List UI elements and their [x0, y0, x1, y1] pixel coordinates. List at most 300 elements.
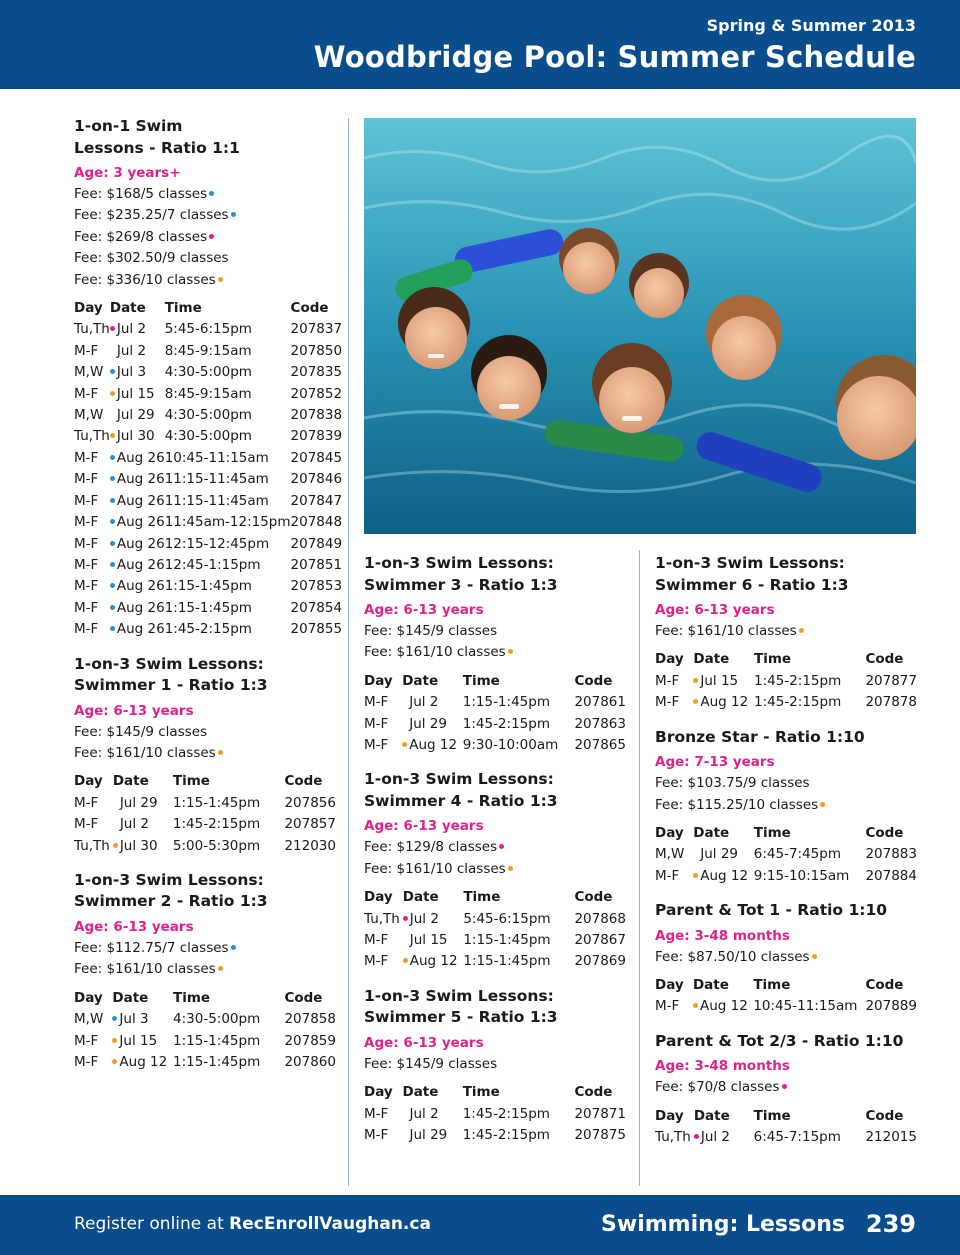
dot-pink-icon	[110, 326, 115, 331]
age-range: Age: 3-48 months	[655, 1058, 790, 1075]
fee-line	[655, 773, 917, 794]
fee-text: Fee: $168/5 classes	[74, 186, 208, 202]
table-header-row	[74, 988, 336, 1009]
course-section	[655, 900, 917, 1018]
column-header-day: Day	[364, 889, 393, 906]
dot-pink-icon	[209, 234, 214, 239]
fee-line	[74, 270, 336, 291]
course-section	[364, 986, 626, 1147]
table-row	[74, 405, 342, 426]
table-row	[74, 576, 342, 597]
date-text: Jul 15	[119, 1032, 158, 1049]
cell-time: 1:45-2:15pm	[462, 1105, 550, 1122]
schedule-table	[74, 988, 336, 1074]
cell-date	[110, 469, 165, 490]
dot-blue-icon	[110, 369, 115, 374]
column-header-code: Code	[865, 977, 904, 994]
cell-code: 207857	[284, 816, 336, 833]
cell-day: M-F	[655, 998, 680, 1015]
dot-blue-icon	[110, 498, 115, 503]
age-range: Age: 6-13 years	[364, 818, 484, 835]
date-text: Aug 26	[116, 621, 165, 638]
dot-orange-icon	[110, 391, 115, 396]
cell-code: 207852	[290, 385, 343, 402]
table-header-row	[655, 975, 917, 996]
section-title-line: Swimmer 5 - Ratio 1:3	[364, 1008, 558, 1027]
dot-blue-icon	[110, 455, 115, 460]
date-text: Aug 26	[116, 449, 165, 466]
table-row	[364, 909, 626, 930]
fee-text: Fee: $336/10 classes	[74, 271, 216, 288]
cell-day: M-F	[74, 599, 99, 616]
cell-code: 207850	[290, 342, 343, 359]
schedule-table	[74, 771, 336, 857]
cell-day: Tu,Th	[364, 910, 400, 927]
table-row	[655, 1127, 917, 1148]
date-text: Jul 29	[116, 407, 155, 424]
dot-orange-icon	[508, 866, 513, 871]
section-title	[364, 986, 626, 1029]
fee-text: Fee: $145/9 classes	[364, 1055, 498, 1072]
section-title-line: 1-on-3 Swim Lessons:	[364, 770, 554, 789]
column-header-day: Day	[655, 977, 684, 994]
course-section	[364, 769, 626, 972]
table-row	[364, 930, 626, 951]
fee-text: Fee: $145/9 classes	[364, 623, 498, 639]
dot-orange-icon	[812, 954, 817, 959]
dot-orange-icon	[112, 1038, 117, 1043]
cell-time: 4:30-5:00pm	[164, 428, 252, 445]
fee-text: Fee: $269/8 classes	[74, 228, 208, 245]
date-text: Jul 2	[409, 1105, 439, 1122]
age-range: Age: 3-48 months	[655, 927, 790, 944]
table-row	[364, 951, 626, 972]
cell-time: 12:15-12:45pm	[164, 535, 270, 552]
column-header-date: Date	[112, 773, 149, 790]
cell-day: M-F	[74, 578, 99, 595]
cell-time: 5:00-5:30pm	[172, 837, 261, 854]
cell-time: 1:45-2:15pm	[754, 672, 842, 689]
column-header-code: Code	[284, 773, 323, 790]
dot-blue-icon	[231, 945, 236, 950]
cell-time: 9:30-10:00am	[462, 737, 559, 754]
fee-text: Fee: $115.25/10 classes	[655, 796, 819, 813]
cell-date	[403, 951, 464, 972]
fee-text: Fee: $145/9 classes	[74, 723, 208, 740]
schedule-table	[655, 649, 917, 713]
course-section	[655, 727, 917, 888]
column-header-time: Time	[753, 824, 791, 841]
table-header-row	[364, 671, 626, 692]
column-header-time: Time	[462, 1084, 500, 1101]
column-divider	[348, 118, 349, 1186]
course-section	[364, 553, 626, 756]
date-text: Jul 30	[119, 837, 158, 854]
cell-code: 207854	[290, 599, 343, 616]
table-row	[655, 866, 917, 887]
cell-day: M-F	[364, 694, 389, 711]
column-header-time: Time	[463, 889, 501, 906]
table-row	[74, 1052, 336, 1073]
dot-orange-icon	[693, 678, 698, 683]
cell-day: M-F	[364, 737, 389, 754]
dot-blue-icon	[209, 191, 214, 196]
cell-date	[110, 512, 165, 533]
column-header-day: Day	[74, 989, 103, 1006]
column-header-time: Time	[164, 300, 202, 317]
cell-day: M-F	[364, 953, 389, 970]
table-row	[74, 384, 342, 405]
cell-time: 1:45-2:15pm	[754, 694, 842, 711]
cell-date	[110, 576, 165, 597]
cell-day: M-F	[74, 385, 99, 402]
dot-orange-icon	[693, 873, 698, 878]
cell-day: M-F	[74, 794, 99, 811]
schedule-table	[655, 823, 917, 887]
column-header-day: Day	[74, 773, 103, 790]
course-section	[74, 116, 343, 641]
section-title	[74, 116, 336, 159]
cell-date	[110, 448, 165, 469]
course-section	[74, 654, 336, 857]
cell-time: 6:45-7:45pm	[753, 846, 841, 863]
table-row	[74, 362, 342, 383]
table-header-row	[655, 823, 917, 844]
section-title	[74, 654, 336, 697]
cell-time: 10:45-11:15am	[753, 998, 858, 1015]
table-header-row	[74, 771, 336, 792]
fee-line	[364, 1054, 626, 1075]
fee-line	[655, 1077, 917, 1098]
column-header-time: Time	[462, 672, 500, 689]
cell-time: 4:30-5:00pm	[164, 364, 252, 381]
cell-code: 207860	[284, 1054, 336, 1070]
cell-time: 1:45-2:15pm	[462, 1127, 550, 1144]
cell-date	[112, 1052, 173, 1073]
date-text: Aug 26	[116, 514, 165, 531]
date-text: Jul 29	[409, 1127, 448, 1144]
cell-code: 207856	[284, 794, 336, 811]
cell-time: 4:30-5:00pm	[164, 407, 252, 424]
table-header-row	[364, 887, 626, 908]
dot-pink-icon	[694, 1134, 699, 1139]
date-text: Jul 15	[116, 385, 155, 402]
date-text: Aug 12	[700, 867, 749, 884]
age-range: Age: 7-13 years	[655, 754, 775, 771]
section-title	[655, 553, 917, 596]
fee-line	[655, 795, 917, 816]
register-link[interactable]: RecEnrollVaughan.ca	[229, 1214, 431, 1234]
table-row	[364, 735, 626, 756]
cell-date	[402, 1125, 462, 1146]
cell-time: 11:15-11:45am	[164, 492, 269, 509]
column-header-code: Code	[574, 672, 613, 689]
cell-date	[402, 735, 463, 756]
dot-blue-icon	[110, 583, 115, 588]
column-header-code: Code	[284, 989, 323, 1006]
section-name: Swimming: Lessons	[601, 1212, 845, 1237]
cell-code: 207868	[574, 910, 626, 927]
fee-line	[74, 959, 336, 980]
fee-line	[74, 722, 336, 743]
column-header-day: Day	[655, 1107, 684, 1124]
date-text: Aug 12	[409, 737, 458, 754]
cell-date	[110, 619, 165, 640]
age-range: Age: 6-13 years	[655, 602, 775, 618]
dot-orange-icon	[799, 628, 804, 633]
fee-text: Fee: $70/8 classes	[655, 1079, 780, 1096]
date-text: Jul 2	[700, 1129, 731, 1146]
cell-code: 212030	[284, 837, 336, 854]
table-header-row	[74, 298, 342, 319]
dot-pink-icon	[499, 844, 504, 849]
table-row	[74, 1031, 336, 1052]
dot-orange-icon	[113, 843, 118, 848]
cell-day: M-F	[74, 449, 99, 466]
age-range: Age: 6-13 years	[364, 602, 484, 618]
age-range: Age: 3 years+	[74, 165, 181, 181]
column-header-code: Code	[865, 1107, 904, 1124]
fee-text: Fee: $161/10 classes	[74, 744, 216, 761]
column-header-code: Code	[574, 889, 613, 906]
cell-code: 207877	[865, 672, 917, 689]
cell-day: M-F	[364, 715, 389, 732]
date-text: Jul 2	[409, 910, 439, 927]
section-title-line: Parent & Tot 2/3 - Ratio 1:10	[655, 1031, 904, 1050]
cell-time: 1:45-2:15pm	[172, 816, 261, 833]
date-text: Jul 2	[116, 342, 147, 359]
cell-time: 1:45-2:15pm	[164, 621, 252, 638]
cell-code: 207846	[290, 471, 343, 488]
cell-code: 207863	[574, 715, 626, 732]
fee-line	[74, 743, 336, 764]
cell-date	[110, 426, 165, 447]
cell-day: M-F	[655, 694, 680, 711]
cell-date	[693, 692, 754, 713]
schedule-table	[364, 671, 626, 757]
dot-blue-icon	[110, 476, 115, 481]
date-text: Jul 2	[409, 694, 439, 711]
cell-code: 212015	[865, 1129, 917, 1146]
section-title	[655, 1031, 917, 1053]
column-header-day: Day	[74, 300, 103, 317]
column-header-date: Date	[693, 651, 730, 668]
table-row	[364, 1104, 626, 1125]
section-title	[364, 553, 626, 596]
date-text: Jul 15	[700, 672, 739, 689]
cell-code: 207865	[574, 737, 626, 754]
column-right	[655, 553, 917, 1162]
cell-code: 207853	[290, 578, 343, 595]
cell-date	[693, 671, 754, 692]
table-row	[74, 491, 342, 512]
cell-code: 207858	[284, 1011, 336, 1028]
date-text: Jul 29	[119, 794, 158, 811]
section-title-line: 1-on-3 Swim Lessons:	[364, 986, 554, 1005]
cell-time: 1:15-1:45pm	[463, 932, 551, 949]
table-row	[655, 692, 917, 713]
cell-code: 207838	[290, 407, 343, 424]
cell-day: M,W	[74, 407, 104, 424]
date-text: Aug 26	[116, 492, 165, 509]
cell-date	[113, 836, 173, 857]
swimming-kids-photo	[364, 118, 916, 534]
cell-date	[113, 814, 173, 835]
dot-orange-icon	[218, 750, 223, 755]
cell-date	[110, 341, 165, 362]
cell-code: 207847	[290, 492, 343, 509]
column-header-time: Time	[753, 1107, 791, 1124]
column-header-code: Code	[574, 1084, 613, 1101]
cell-day: M,W	[74, 1011, 104, 1028]
table-row	[74, 555, 342, 576]
dot-orange-icon	[218, 966, 223, 971]
cell-date	[110, 534, 165, 555]
cell-date	[110, 362, 165, 383]
section-title-line: 1-on-3 Swim Lessons:	[655, 554, 845, 572]
fee-text: Fee: $87.50/10 classes	[655, 948, 810, 965]
table-row	[655, 671, 917, 692]
date-text: Jul 29	[700, 846, 739, 863]
cell-day: M-F	[655, 672, 680, 689]
dot-blue-icon	[110, 519, 115, 524]
cell-time: 1:45-2:15pm	[462, 715, 550, 732]
cell-time: 8:45-9:15am	[164, 342, 252, 359]
column-header-time: Time	[753, 977, 791, 994]
dot-orange-icon	[693, 699, 698, 704]
cell-date	[110, 319, 165, 340]
dot-pink-icon	[403, 916, 408, 921]
cell-code: 207869	[574, 953, 626, 970]
table-row	[74, 836, 336, 857]
cell-code: 207878	[865, 694, 917, 711]
section-title-line: Lessons - Ratio 1:1	[74, 138, 240, 157]
date-text: Aug 12	[409, 953, 458, 970]
fee-text: Fee: $161/10 classes	[364, 860, 506, 877]
fee-line	[655, 947, 917, 968]
cell-code: 207875	[574, 1127, 626, 1144]
cell-date	[110, 384, 165, 405]
cell-day: M-F	[74, 1054, 99, 1070]
cell-day: Tu,Th	[74, 428, 110, 445]
dot-orange-icon	[402, 742, 407, 747]
date-text: Aug 26	[116, 578, 165, 595]
fee-text: Fee: $235.25/7 classes	[74, 207, 229, 224]
dot-blue-icon	[110, 541, 115, 546]
fee-text: Fee: $103.75/9 classes	[655, 775, 810, 792]
cell-day: M-F	[74, 621, 99, 638]
cell-date	[693, 996, 753, 1017]
column-header-time: Time	[173, 989, 211, 1006]
column-header-date: Date	[692, 977, 729, 994]
section-title	[655, 900, 917, 922]
section-title-line: Bronze Star - Ratio 1:10	[655, 727, 865, 746]
fee-line	[364, 642, 626, 663]
section-title-line: Parent & Tot 1 - Ratio 1:10	[655, 901, 888, 920]
table-row	[74, 598, 342, 619]
table-row	[74, 469, 342, 490]
fee-line	[74, 227, 336, 248]
table-row	[74, 814, 336, 835]
fee-text: Fee: $161/10 classes	[74, 961, 216, 978]
cell-time: 4:30-5:00pm	[173, 1011, 261, 1028]
cell-day: Tu,Th	[74, 837, 110, 854]
cell-date	[403, 909, 464, 930]
column-header-date: Date	[109, 300, 146, 317]
section-title-line: Swimmer 2 - Ratio 1:3	[74, 892, 268, 911]
column-header-day: Day	[655, 824, 684, 841]
cell-code: 207883	[865, 846, 917, 863]
date-text: Aug 12	[699, 998, 748, 1015]
table-row	[655, 844, 917, 865]
cell-code: 207884	[865, 867, 917, 884]
cell-day: M-F	[364, 1105, 389, 1122]
cell-code: 207859	[284, 1032, 336, 1049]
section-title-line: 1-on-3 Swim Lessons:	[74, 654, 264, 673]
page-footer	[0, 1195, 960, 1255]
dot-orange-icon	[693, 1003, 698, 1008]
table-row	[364, 714, 626, 735]
column-header-date: Date	[402, 1084, 439, 1101]
cell-day: M-F	[74, 492, 99, 509]
page-header	[0, 0, 960, 89]
section-title-line: 1-on-3 Swim Lessons:	[74, 870, 264, 889]
cell-day: M-F	[655, 867, 680, 884]
register-text	[74, 1214, 431, 1234]
dot-blue-icon	[110, 562, 115, 567]
date-text: Jul 2	[119, 816, 149, 833]
age-range: Age: 6-13 years	[74, 918, 194, 935]
cell-date	[113, 793, 173, 814]
date-text: Aug 26	[116, 556, 165, 573]
fee-text: Fee: $161/10 classes	[364, 644, 506, 661]
cell-time: 11:45am-12:15pm	[164, 514, 291, 531]
fee-line	[655, 621, 917, 642]
column-header-date: Date	[402, 672, 439, 689]
column-header-date: Date	[693, 824, 730, 841]
cell-date	[110, 405, 165, 426]
schedule-table	[655, 1106, 917, 1149]
table-row	[74, 1009, 336, 1030]
dot-orange-icon	[508, 649, 513, 654]
fee-text: Fee: $302.50/9 classes	[74, 250, 229, 267]
section-title-line: Swimmer 3 - Ratio 1:3	[364, 575, 558, 594]
column-header-day: Day	[364, 672, 393, 689]
cell-time: 1:15-1:45pm	[463, 953, 551, 970]
cell-time: 1:15-1:45pm	[172, 794, 261, 811]
dot-orange-icon	[112, 1059, 117, 1064]
cell-date	[402, 692, 463, 713]
column-left	[74, 116, 343, 1086]
date-text: Aug 26	[116, 471, 165, 488]
dot-blue-icon	[112, 1016, 117, 1021]
cell-time: 1:15-1:45pm	[173, 1054, 261, 1070]
dot-blue-icon	[231, 212, 236, 217]
cell-day: M-F	[74, 816, 99, 833]
cell-code: 207835	[290, 364, 343, 381]
table-row	[74, 319, 342, 340]
register-prefix: Register online at	[74, 1214, 230, 1234]
age-range: Age: 6-13 years	[364, 1034, 484, 1051]
cell-day: M-F	[74, 471, 99, 488]
fee-line	[74, 938, 336, 959]
photo-illustration	[364, 118, 916, 534]
cell-day: M-F	[74, 1032, 99, 1049]
cell-time: 9:15-10:15am	[753, 867, 850, 884]
dot-orange-icon	[820, 802, 825, 807]
dot-orange-icon	[218, 277, 223, 282]
cell-code: 207845	[290, 449, 343, 466]
